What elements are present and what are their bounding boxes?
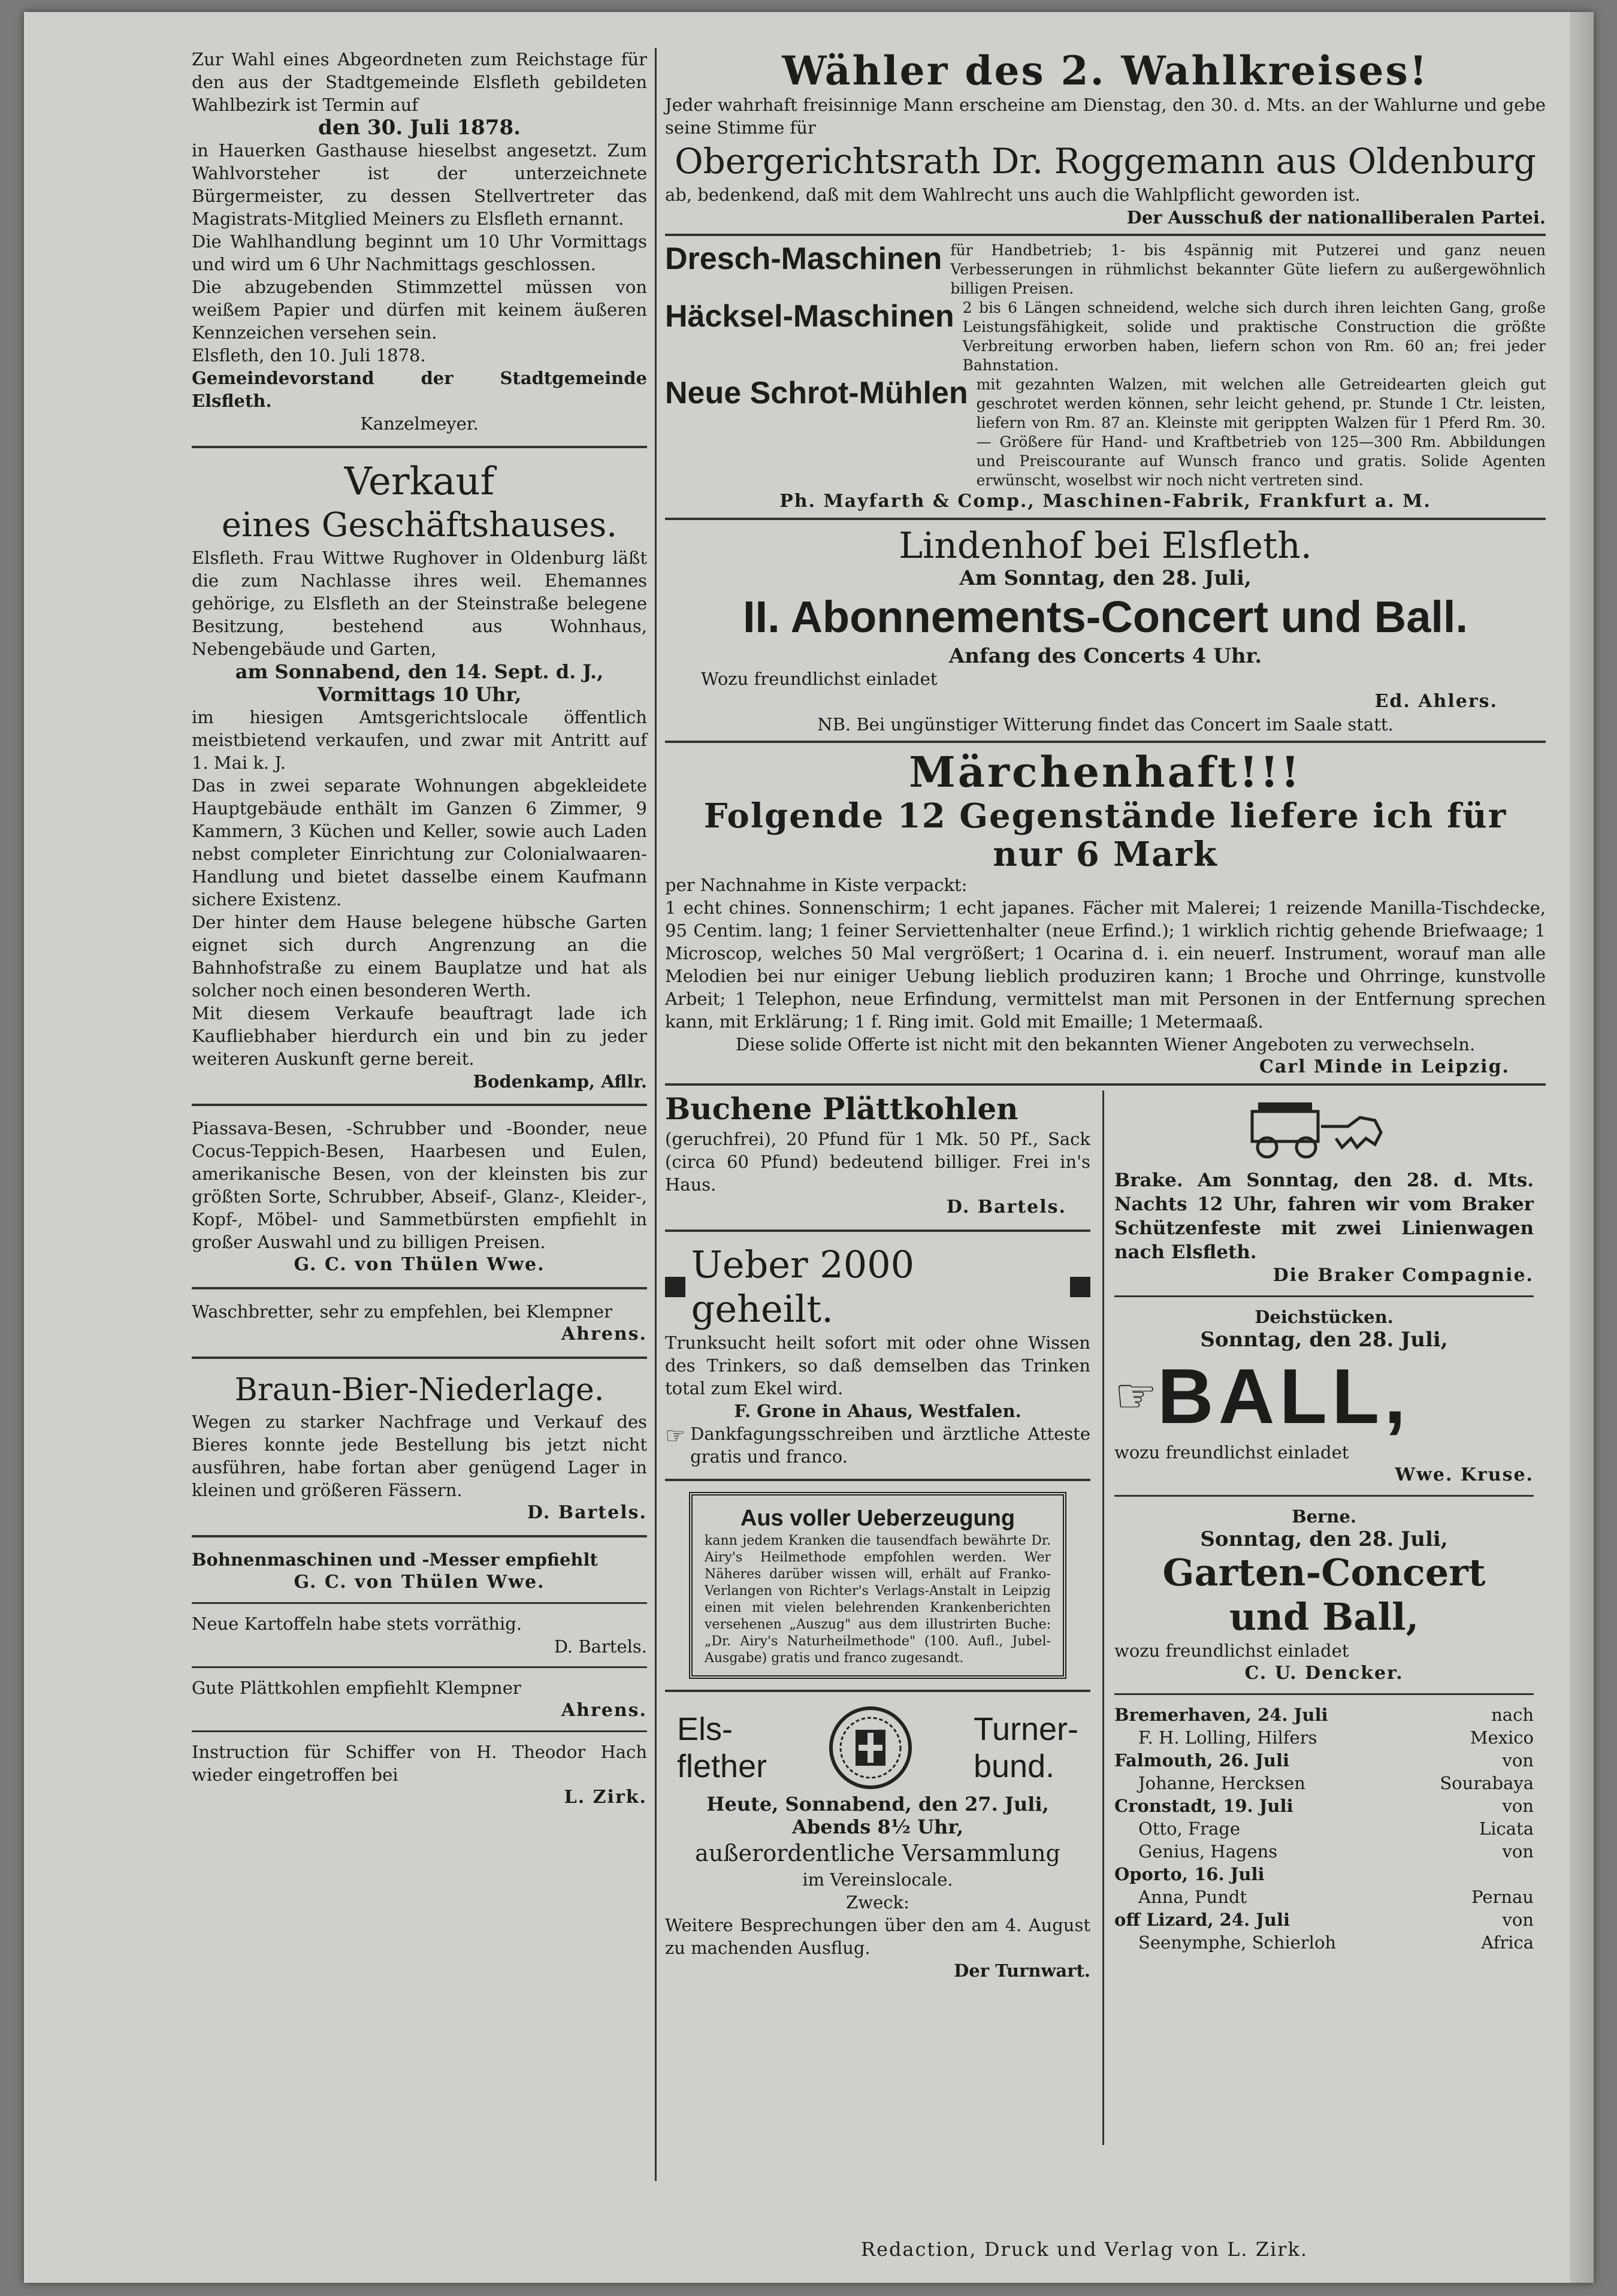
notice-body: Zur Wahl eines Abgeordneten zum Reichstage für den aus der Stadtgemeinde Elsfleth gebildeten Wahlbezirk ist Termin auf [192,49,647,115]
divider [1114,1495,1534,1497]
ueberzeugung-body: kann jedem Kranken die tausendfach bewährte Dr. Airy's Heilmethode empfohlen werden. Wer Näheres darüber wissen will, erhält auf Franko-Verlangen von Richter's Verlags-Anstalt in Leipzig einen mit vielen belehrenden Krankenberichten versehenen „Auszug" aus dem illustrirten Buche: „Dr. Airy's Naturheilmethode" (100. Aufl., Jubel-Ausgabe) gratis und franco zugesandt. [705,1533,1051,1666]
deich-title-row [1114,1351,1534,1441]
maschinen-ad [665,241,1546,513]
divider [192,1666,647,1668]
brake-ad [1114,1168,1534,1287]
turner-right2: bund. [973,1748,1055,1784]
kartoffeln-ad [192,1612,647,1658]
braunbier-body: Wegen zu starker Nachfrage und Verkauf des Bieres konnte jede Bestellung bis jetzt nicht ausführen, habe fortan aber genügend Lager in kleinen und größeren Fässern. [192,1412,647,1500]
ship-port: Falmouth, 26. Juli [1114,1750,1289,1771]
turner-zweck: Zweck: [846,1892,909,1913]
ship-from: Pernau [1471,1887,1534,1907]
geheilt-ad [665,1243,1090,1468]
turner-emblem-icon [826,1703,915,1793]
ship-entry [1114,1840,1534,1863]
plaett-body: Gute Plättkohlen empfiehlt Klempner [192,1678,521,1698]
maerchen-ad [665,748,1546,1078]
ship-from: Sourabaya [1440,1773,1534,1793]
waehler-body2: ab, bedenkend, daß mit dem Wahlrecht uns auch die Wahlpflicht geworden ist. [665,185,1361,205]
ship-dest: von [1502,1910,1534,1930]
pointing-hand-icon: ☞ [665,1422,686,1449]
verkauf-date: am Sonnabend, den 14. Sept. d. J., Vormittags 10 Uhr, [235,660,604,706]
buchene-ad [665,1090,1090,1219]
ship-name: Seenymphe, Schierloh [1138,1932,1337,1953]
lindenhof-invite: Wozu freundlichst einladet [701,669,938,689]
turner-right-title [974,1711,1078,1785]
turner-header [665,1703,1090,1793]
lower-right-section [665,1090,1546,2145]
ship-name: Otto, Frage [1138,1818,1240,1839]
ship-entry [1114,1908,1534,1954]
ship-port: Bremerhaven, 24. Juli [1114,1705,1328,1725]
ship-name: Johanne, Hercksen [1138,1773,1305,1793]
deich-signer: Wwe. Kruse. [1395,1464,1534,1485]
dresch-heading: Dresch-Maschinen [665,241,942,276]
haecksel-text: 2 bis 6 Längen schneidend, welche sich durch ihren leichten Gang, große Leistungsfähigkeit, solide und praktische Construction die größte Verbreitung erworben haben, liefern schon von Rm. 60 an; frei jeder Bahnstation. [962,299,1546,374]
deich-place: Deichstücken. [1255,1307,1394,1327]
dresch-row [665,241,1546,298]
berne-place: Berne. [1292,1506,1356,1527]
deich-title: BALL, [1157,1352,1411,1440]
turner-right1: Turner- [973,1711,1078,1747]
bohnen-ad [192,1548,647,1594]
verkauf-ad [192,459,647,1093]
page-edge [1570,12,1594,2283]
wasch-ad [192,1300,647,1346]
wasch-body: Waschbretter, sehr zu empfehlen, bei Klempner [192,1301,612,1322]
bohnen-signer: G. C. von Thülen Wwe. [294,1572,545,1593]
kartoffeln-body: Neue Kartoffeln habe stets vorräthig. [192,1614,522,1634]
haecksel-row [665,298,1546,375]
ship-from: Africa [1481,1932,1534,1953]
divider [192,446,647,448]
turner-body: Weitere Besprechungen über den am 4. August zu machenden Ausflug. [665,1915,1090,1958]
lower-right-subcolumn [1114,1090,1534,1954]
divider [665,518,1546,520]
lindenhof-title: Lindenhof bei Elsfleth. [899,525,1312,567]
geheilt-body2: Dankfagungsschreiben und ärztliche Atteste gratis und franco. [690,1424,1090,1467]
buchene-title: Buchene Plättkohlen [665,1091,1018,1126]
column-divider [655,48,657,2181]
divider [192,1287,647,1289]
lower-left-subcolumn [665,1090,1090,1982]
brake-signer: Die Braker Compagnie. [1273,1265,1534,1286]
berne-title1: Garten-Concert [1162,1551,1486,1594]
braunbier-signer: D. Bartels. [527,1502,647,1523]
notice-body3: Die Wahlhandlung beginnt um 10 Uhr Vormittags und wird um 6 Uhr Nachmittags geschlossen. [192,231,647,274]
haecksel-heading: Häcksel-Maschinen [665,299,954,334]
square-ornament-icon [1070,1277,1090,1297]
verkauf-body: Elsfleth. Frau Wittwe Rughover in Oldenburg läßt die zum Nachlasse ihres weil. Ehemannes gehörige, zu Elsfleth an der Steinstraße belegene Besitzung, bestehend aus Wohnhaus, Nebengebäude und Garten, [192,548,647,659]
deich-date: Sonntag, den 28. Juli, [1200,1328,1448,1352]
buchene-signer: D. Bartels. [946,1197,1066,1218]
maerchen-sub1: Folgende 12 Gegenstände liefere ich für [703,796,1507,836]
verkauf-title: Verkauf [344,460,495,504]
berne-signer: C. U. Dencker. [1244,1663,1404,1684]
geheilt-body: Trunksucht heilt sofort mit oder ohne Wissen des Trinkers, so daß demselben das Trinken total zum Ekel wird. [665,1333,1090,1398]
plaett-ad [192,1676,647,1722]
verkauf-body5: Mit diesem Verkaufe beauftragt lade ich Kaufliebhaber hierdurch ein und bin zu jeder weiteren Auskunft gerne bereit. [192,1003,647,1069]
divider [665,1229,1090,1232]
ship-entry [1114,1703,1534,1749]
divider [665,1479,1090,1481]
turner-date: Heute, Sonnabend, den 27. Juli, Abends 8½ Uhr, [706,1793,1049,1838]
ship-from: Licata [1479,1818,1534,1839]
verkauf-body2: im hiesigen Amtsgerichtslocale öffentlich meistbietend verkaufen, und zwar mit Antritt auf 1. Mai k. J. [192,707,647,773]
turner-left1: Els- [677,1711,733,1747]
turner-ad [665,1703,1090,1982]
dresch-text: für Handbetrieb; 1- bis 4spännig mit Putzerei und ganz neuen Verbesserungen in rühmlichst bekannter Güte liefern zu außergewöhnlich billigen Preisen. [950,241,1546,297]
geheilt-title: Ueber 2000 geheilt. [691,1243,915,1331]
geheilt-header [665,1243,1090,1331]
lindenhof-signer: Ed. Ahlers. [1374,691,1498,712]
subcolumn-divider [1102,1090,1104,2145]
verkauf-subtitle: eines Geschäftshauses. [221,506,618,545]
besen-body: Piassava-Besen, -Schrubber und -Boonder, neue Cocus-Teppich-Besen, Haarbesen und Eulen, amerikanische Besen, von der kleinsten bis zur größten Sorte, Schrubber, Abseif-, Glanz-, Kleider-, Kopf-, Möbel- und Sammetbürsten empfiehlt in großer Auswahl und zu billigen Preisen. [192,1118,647,1252]
notice-place-date: Elsfleth, den 10. Juli 1878. [192,345,426,365]
ueberzeugung-box [689,1492,1066,1679]
divider [665,234,1546,236]
right-column [665,48,1546,2145]
geheilt-footer-row [665,1422,1090,1468]
besen-ad [192,1117,647,1276]
waehler-ad [665,48,1546,229]
ship-news [1114,1703,1534,1954]
turner-title: außerordentliche Versammlung [695,1840,1060,1866]
braunbier-title: Braun-Bier-Niederlage. [234,1372,605,1408]
lindenhof-date: Am Sonntag, den 28. Juli, [959,566,1252,590]
divider [665,741,1546,743]
instruction-signer: L. Zirk. [564,1787,647,1808]
wasch-signer: Ahrens. [561,1324,647,1345]
election-notice [192,48,647,435]
verkauf-body3: Das in zwei separate Wohnungen abgekleidete Hauptgebäude enthält im Ganzen 6 Zimmer, 9 Kammern, 3 Küchen und Keller, sowie auch Laden nebst completer Einrichtung zur Colonialwaaren-Handlung und bietet dasselbe einem Kaufmann sichere Existenz. [192,775,647,910]
ship-entry [1114,1794,1534,1840]
besen-signer: G. C. von Thülen Wwe. [294,1254,545,1275]
carriage-icon [1246,1096,1402,1162]
notice-name: Kanzelmeyer. [360,413,479,434]
maerchen-signer: Carl Minde in Leipzig. [1259,1056,1510,1077]
schrot-row [665,375,1546,490]
brake-body: Brake. Am Sonntag, den 28. d. Mts. Nachts 12 Uhr, fahren wir vom Braker Schützenfeste mit zwei Linienwagen nach Elsfleth. [1114,1170,1534,1263]
maerchen-title: Märchenhaft!!! [909,747,1302,797]
maerchen-sub2: nur 6 Mark [993,835,1218,874]
schrot-text: mit gezahnten Walzen, mit welchen alle Getreidearten gleich gut geschrotet werden können, sehr leicht gehend, pr. Stunde 1 Ctr. leisten, liefern von Rm. 87 an. Kleinste mit gerippten Walzen für 1 Pferd Rm. 30. — Größere für Hand- und Kraftbetrieb von 125—300 Rm. Abbildungen und Preiscourante auf Wunsch franco und gratis. Solide Agenten erwünscht, woselbst wir noch nicht vertreten sind. [976,376,1546,489]
pointing-hand-icon: ☞ [1114,1368,1157,1424]
deich-invite: wozu freundlichst einladet [1114,1442,1349,1463]
maerchen-body: per Nachnahme in Kiste verpackt: [665,875,968,895]
lindenhof-start: Anfang des Concerts 4 Uhr. [948,644,1262,668]
waehler-title: Wähler des 2. Wahlkreises! [782,47,1429,94]
verkauf-signer: Bodenkamp, Afllr. [473,1071,647,1092]
ship-name: Anna, Pundt [1138,1887,1247,1907]
turner-where: im Vereinslocale. [802,1869,953,1890]
notice-signer: Gemeindevorstand der Stadtgemeinde Elsfleth. [192,368,647,411]
geheilt-signer: F. Grone in Ahaus, Westfalen. [734,1401,1021,1421]
ship-dest: von [1502,1750,1534,1771]
berne-invite: wozu freundlichst einladet [1114,1641,1349,1661]
berne-title2: und Ball, [1229,1595,1419,1639]
buchene-body: (geruchfrei), 20 Pfund für 1 Mk. 50 Pf., Sack (circa 60 Pfund) bedeutend billiger. Frei in's Haus. [665,1129,1090,1195]
deich-ad [1114,1306,1534,1487]
notice-body4: Die abzugebenden Stimmzettel müssen von weißem Papier und dürfen mit keinem äußeren Kennzeichen versehen sein. [192,277,647,343]
ship-from: von [1502,1841,1534,1862]
divider [192,1730,647,1732]
turner-left-title [677,1711,767,1785]
maerchen-body3: Diese solide Offerte ist nicht mit den bekannten Wiener Angeboten zu verwechseln. [735,1034,1476,1055]
square-ornament-icon [665,1277,685,1297]
instruction-body: Instruction für Schiffer von H. Theodor Hach wieder eingetroffen bei [192,1742,647,1785]
divider [192,1357,647,1359]
berne-ad [1114,1505,1534,1685]
maschinen-signer: Ph. Mayfarth & Comp., Maschinen-Fabrik, Frankfurt a. M. [779,491,1431,512]
divider [665,1690,1090,1692]
ueberzeugung-title: Aus voller Ueberzeugung [740,1506,1015,1531]
bohnen-body: Bohnenmaschinen und -Messer empfiehlt [192,1549,598,1570]
braunbier-ad [192,1370,647,1524]
ship-name: Genius, Hagens [1138,1841,1278,1862]
ship-port: Oporto, 16. Juli [1114,1864,1265,1884]
turner-signer: Der Turnwart. [954,1960,1090,1981]
ship-port: off Lizard, 24. Juli [1114,1910,1290,1930]
divider [192,1602,647,1604]
lindenhof-event: II. Abonnements-Concert und Ball. [742,592,1468,642]
verkauf-body4: Der hinter dem Hause belegene hübsche Garten eignet sich durch Angrenzung an die Bahnhofstraße zu einem Bauplatze und hat als solcher noch einen besonderen Werth. [192,912,647,1001]
ship-port: Cronstadt, 19. Juli [1114,1796,1293,1816]
ship-dest: von [1502,1796,1534,1816]
ship-from: Mexico [1470,1727,1534,1748]
divider [1114,1295,1534,1297]
divider [192,1535,647,1537]
waehler-body: Jeder wahrhaft freisinnige Mann erscheine am Dienstag, den 30. d. Mts. an der Wahlurne und gebe seine Stimme für [665,95,1546,138]
plaett-signer: Ahrens. [561,1700,647,1721]
berne-date: Sonntag, den 28. Juli, [1200,1527,1448,1551]
divider [665,1083,1546,1086]
notice-date: den 30. Juli 1878. [318,116,521,140]
kartoffeln-signer: D. Bartels. [554,1636,647,1657]
ship-dest: nach [1491,1705,1534,1725]
divider [1114,1693,1534,1695]
left-column [192,48,647,1809]
instruction-ad [192,1741,647,1809]
maerchen-body2: 1 echt chines. Sonnenschirm; 1 echt japanes. Fächer mit Malerei; 1 reizende Manilla-Tischdecke, 95 Centim. lang; 1 feiner Serviettenhalter (neue Erfind.); 1 wirklich richtig gehende Briefwaage; 1 Microscop, welches 50 Mal vergrößert; 1 Ocarina d. i. ein neuerf. Instrument, worauf man alle Melodien bei nur einiger Uebung lieblich produziren kann; 1 Broche und Ohrringe, kunstvolle Arbeit; 1 Telephon, neue Erfindung, vermittelst man mit Personen in der Entfernung sprechen kann, mit Erklärung; 1 f. Ring imit. Gold mit Emaille; 1 Metermaaß. [665,898,1546,1032]
ship-entry [1114,1863,1534,1908]
lindenhof-ad [665,525,1546,736]
waehler-candidate: Obergerichtsrath Dr. Roggemann aus Oldenburg [675,141,1536,182]
ship-name: F. H. Lolling, Hilfers [1138,1727,1317,1748]
ship-entry [1114,1749,1534,1794]
imprint-footer: Redaction, Druck und Verlag von L. Zirk. [860,2238,1308,2261]
notice-body2: in Hauerken Gasthause hieselbst angesetzt. Zum Wahlvorsteher ist der unterzeichnete Bürgermeister, zu dessen Stellvertreter das Magistrats-Mitglied Meiners zu Elsfleth ernannt. [192,140,647,229]
schrot-heading: Neue Schrot-Mühlen [665,376,968,410]
lindenhof-nb: NB. Bei ungünstiger Witterung findet das Concert im Saale statt. [817,714,1394,735]
turner-left2: flether [677,1748,767,1784]
waehler-signer: Der Ausschuß der nationalliberalen Partei. [1126,207,1546,228]
divider [192,1104,647,1106]
